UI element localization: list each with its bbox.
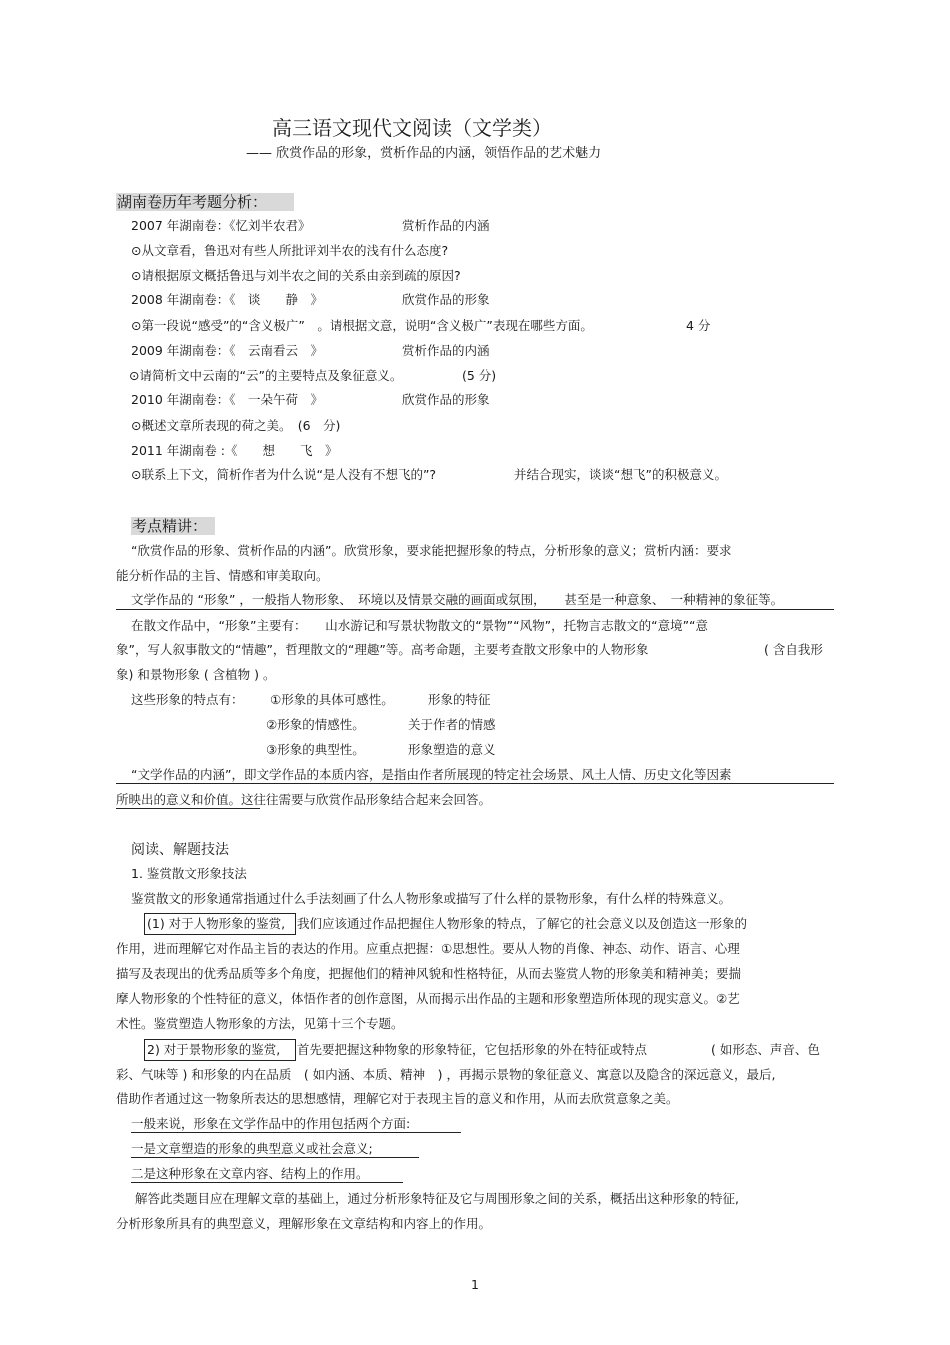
question-2009: ⊙请简析文中云南的“云”的主要特点及象征意义。 (129, 368, 403, 383)
exam-2009: 2009 年湖南卷：《 云南看云 》 (131, 343, 324, 358)
character-image-line-3: 描写及表现出的优秀品质等多个角度，把握他们的精神风貌和性格特征，从而去鉴赏人物的形象美和精神美；要揣 (116, 966, 742, 981)
underline (116, 609, 834, 610)
techniques-intro: 鉴赏散文的形象通常指通过什么手法刻画了什么人物形象或描写了什么样的景物形象，有什么样的特殊意义。 (131, 891, 732, 906)
question-2011-b: 并结合现实，谈谈“想飞”的积极意义。 (514, 467, 727, 482)
exam-2011: 2011 年湖南卷 :《 想 飞 》 (131, 443, 338, 458)
feature-3: ③形象的典型性。 (266, 742, 365, 757)
character-image-line-1: 我们应该通过作品把握住人物形象的特点，了解它的社会意义以及创造这一形象的 (297, 916, 748, 931)
question-2007-a: ⊙从文章看，鲁迅对有些人所批评刘半农的浅有什么态度? (131, 243, 449, 258)
para-4-line-1: “文学作品的内涵”，即文学作品的本质内容，是指由作者所展现的特定社会场景、风土人情、历史文化等因素 (131, 767, 732, 782)
scenery-image-label: 2) 对于景物形象的鉴赏, (147, 1042, 281, 1057)
character-image-line-4: 摩人物形象的个性特征的意义，体悟作者的创作意图，从而揭示出作品的主题和形象塑造所体现的现实意义。②艺 (116, 991, 740, 1006)
exam-2009-tag: 赏析作品的内涵 (402, 343, 490, 358)
section-heading-key-points: 考点精讲： (131, 517, 215, 535)
exam-2007-tag: 赏析作品的内涵 (402, 218, 490, 233)
feature-2: ②形象的情感性。 (266, 717, 365, 732)
features-intro: 这些形象的特点有： (131, 692, 244, 707)
underline (131, 1182, 403, 1183)
feature-3-note: 形象塑造的意义 (408, 742, 496, 757)
scenery-image-line-1: 首先要把握这种物象的形象特征，它包括形象的外在特征或特点 (297, 1042, 648, 1057)
question-2009-score: (5 分) (462, 368, 497, 383)
exam-2010-tag: 欣赏作品的形象 (402, 392, 490, 407)
feature-1-note: 形象的特征 (428, 692, 491, 707)
exam-2007: 2007 年湖南卷：《忆刘半农君》 (131, 218, 311, 233)
page-number: 1 (471, 1277, 479, 1292)
question-2007-b: ⊙请根据原文概括鲁迅与刘半农之间的关系由亲到疏的原因? (131, 268, 461, 283)
scenery-image-line-3: 借助作者通过这一物象所表达的思想感情，理解它对于表现主旨的意义和作用，从而去欣赏意象之美。 (116, 1091, 679, 1106)
underline (116, 808, 260, 809)
question-2011-a: ⊙联系上下文，简析作者为什么说“是人没有不想飞的”? (131, 467, 437, 482)
para-3-line-2-tail: ( 含自我形 (764, 642, 823, 657)
para-3-line-1: 在散文作品中，“形象”主要有： 山水游记和写景状物散文的“景物”“风物”，托物言志散文的“意境”“意 (131, 618, 709, 633)
page-subtitle: —— 欣赏作品的形象，赏析作品的内涵，领悟作品的艺术魅力 (246, 146, 602, 161)
exam-2010: 2010 年湖南卷：《 一朵午荷 》 (131, 392, 324, 407)
scenery-image-line-2: 彩、气味等 ) 和形象的内在品质 ( 如内涵、本质、精神 ) ，再揭示景物的象征意义、寓意以及隐含的深远意义，最后, (116, 1067, 776, 1082)
underline (116, 783, 834, 784)
feature-2-note: 关于作者的情感 (408, 717, 496, 732)
feature-1: ①形象的具体可感性。 (270, 692, 394, 707)
general-line-1: 一般来说，形象在文学作品中的作用包括两个方面: (131, 1116, 411, 1131)
character-image-line-2: 作用，进而理解它对作品主旨的表达的作用。应重点把握：①思想性。要从人物的肖像、神态、动作、语言、心理 (116, 941, 740, 956)
para-3-line-2: 象”，写人叙事散文的“情趣”，哲理散文的“理趣”等。高考命题，主要考查散文形象中的人物形象 (116, 642, 649, 657)
page-title: 高三语文现代文阅读（文学类） (272, 116, 552, 140)
general-line-3: 二是这种形象在文章内容、结构上的作用。 (131, 1166, 369, 1181)
para-3-line-3: 象) 和景物形象 ( 含植物 ) 。 (116, 667, 276, 682)
conclusion-line-1: 解答此类题目应在理解文章的基础上，通过分析形象特征及它与周围形象之间的关系，概括出这种形象的特征, (135, 1191, 739, 1206)
general-line-2: 一是文章塑造的形象的典型意义或社会意义; (131, 1141, 373, 1156)
scenery-image-line-1-tail: ( 如形态、声音、色 (711, 1042, 820, 1057)
underline (131, 1157, 419, 1158)
section-heading-exam-analysis: 湖南卷历年考题分析： (116, 193, 294, 211)
exam-2008: 2008 年湖南卷：《 谈 静 》 (131, 292, 324, 307)
question-2010: ⊙概述文章所表现的荷之美。 (6 分) (131, 418, 341, 433)
question-2008-score: 4 分 (686, 318, 711, 333)
character-image-label: (1) 对于人物形象的鉴赏, (147, 916, 286, 931)
para-1-line-1: “欣赏作品的形象、赏析作品的内涵”。欣赏形象，要求能把握形象的特点，分析形象的意义；赏析内涵：要求 (131, 543, 732, 558)
para-4-line-2: 所映出的意义和价值。这往往需要与欣赏作品形象结合起来会回答。 (116, 792, 492, 807)
para-1-line-2: 能分析作品的主旨、情感和审美取向。 (116, 568, 329, 583)
character-image-line-5: 术性。鉴赏塑造人物形象的方法，见第十三个专题。 (116, 1016, 404, 1031)
para-2: 文学作品的 “形象” ，一般指人物形象、 环境以及情景交融的画面或氛围， 甚至是一种意象、 一种精神的象征等。 (131, 592, 784, 607)
section-heading-techniques: 阅读、解题技法 (131, 842, 229, 858)
underline (131, 1132, 461, 1133)
subheading-prose-image: 1. 鉴赏散文形象技法 (131, 866, 247, 881)
conclusion-line-2: 分析形象所具有的典型意义，理解形象在文章结构和内容上的作用。 (116, 1216, 492, 1231)
exam-2008-tag: 欣赏作品的形象 (402, 292, 490, 307)
question-2008: ⊙第一段说“感受”的“含义极广” 。请根据文意，说明“含义极广”表现在哪些方面。 (131, 318, 593, 333)
